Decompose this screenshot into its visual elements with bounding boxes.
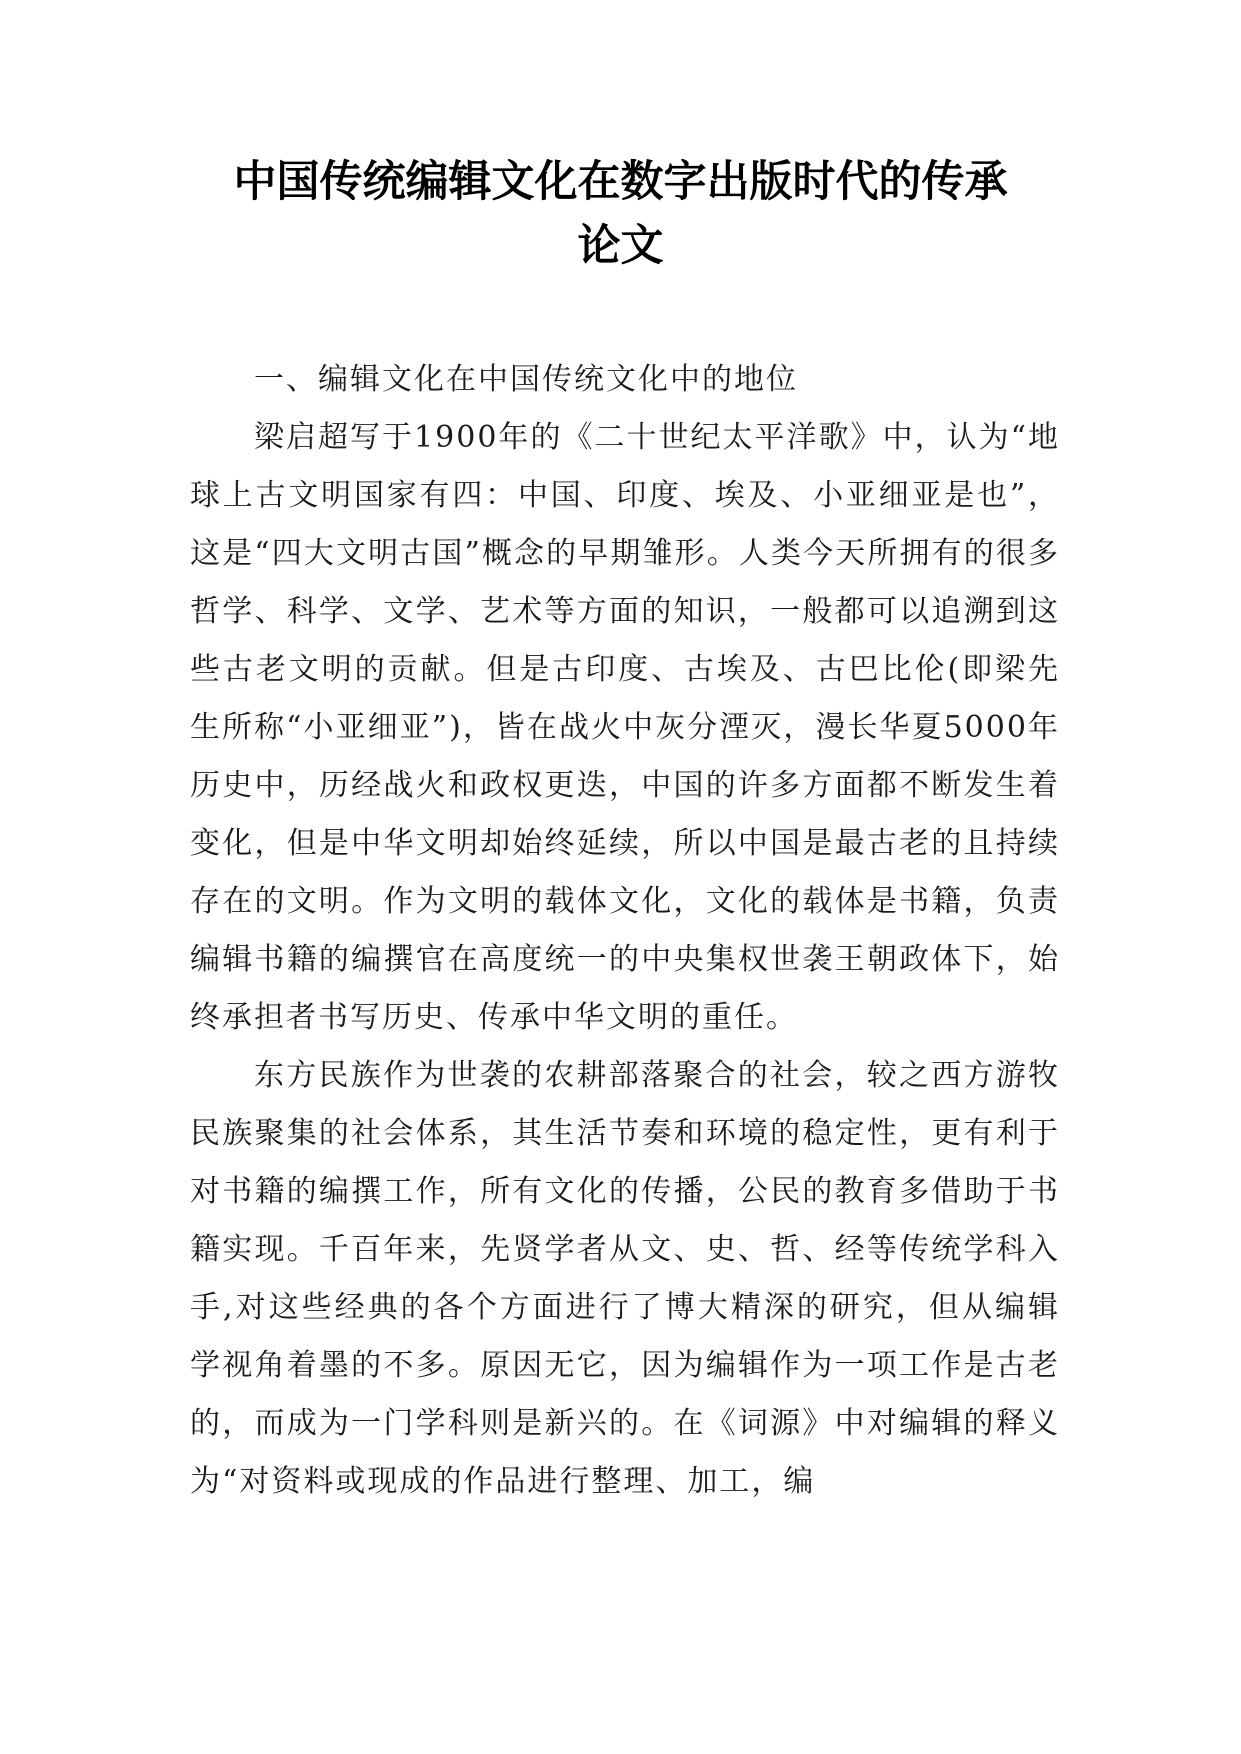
document-body (190, 351, 1060, 1511)
document-title (150, 150, 1091, 278)
paragraph-1: 梁启超写于1900年的《二十世纪太平洋歌》中，认为“地球上古文明国家有四：中国、印度、埃及、小亚细亚是也”，这是“四大文明古国”概念的早期雏形。人类今天所拥有的很多哲学、科学、文学、艺术等方面的知识，一般都可以追溯到这些古老文明的贡献。但是古印度、古埃及、古巴比伦(即梁先生所称“小亚细亚”)，皆在战火中灰分湮灭，漫长华夏5000年历史中，历经战火和政权更迭，中国的许多方面都不断发生着变化，但是中华文明却始终延续，所以中国是最古老的且持续存在的文明。作为文明的载体文化，文化的载体是书籍，负责编辑书籍的编撰官在高度统一的中央集权世袭王朝政体下，始终承担者书写历史、传承中华文明的重任。 (190, 420, 1060, 1035)
paragraph-2: 东方民族作为世袭的农耕部落聚合的社会，较之西方游牧民族聚集的社会体系，其生活节奏和环境的稳定性，更有利于对书籍的编撰工作，所有文化的传播，公民的教育多借助于书籍实现。千百年来，先贤学者从文、史、哲、经等传统学科入手,对这些经典的各个方面进行了博大精深的研究，但从编辑学视角着墨的不多。原因无它，因为编辑作为一项工作是古老的，而成为一门学科则是新兴的。在《词源》中对编辑的释义为“对资料或现成的作品进行整理、加工，编 (190, 1058, 1060, 1499)
title-line-1: 中国传统编辑文化在数字出版时代的传承 (233, 157, 1008, 207)
title-line-2: 论文 (577, 221, 664, 271)
section-heading: 一、编辑文化在中国传统文化中的地位 (254, 362, 798, 397)
